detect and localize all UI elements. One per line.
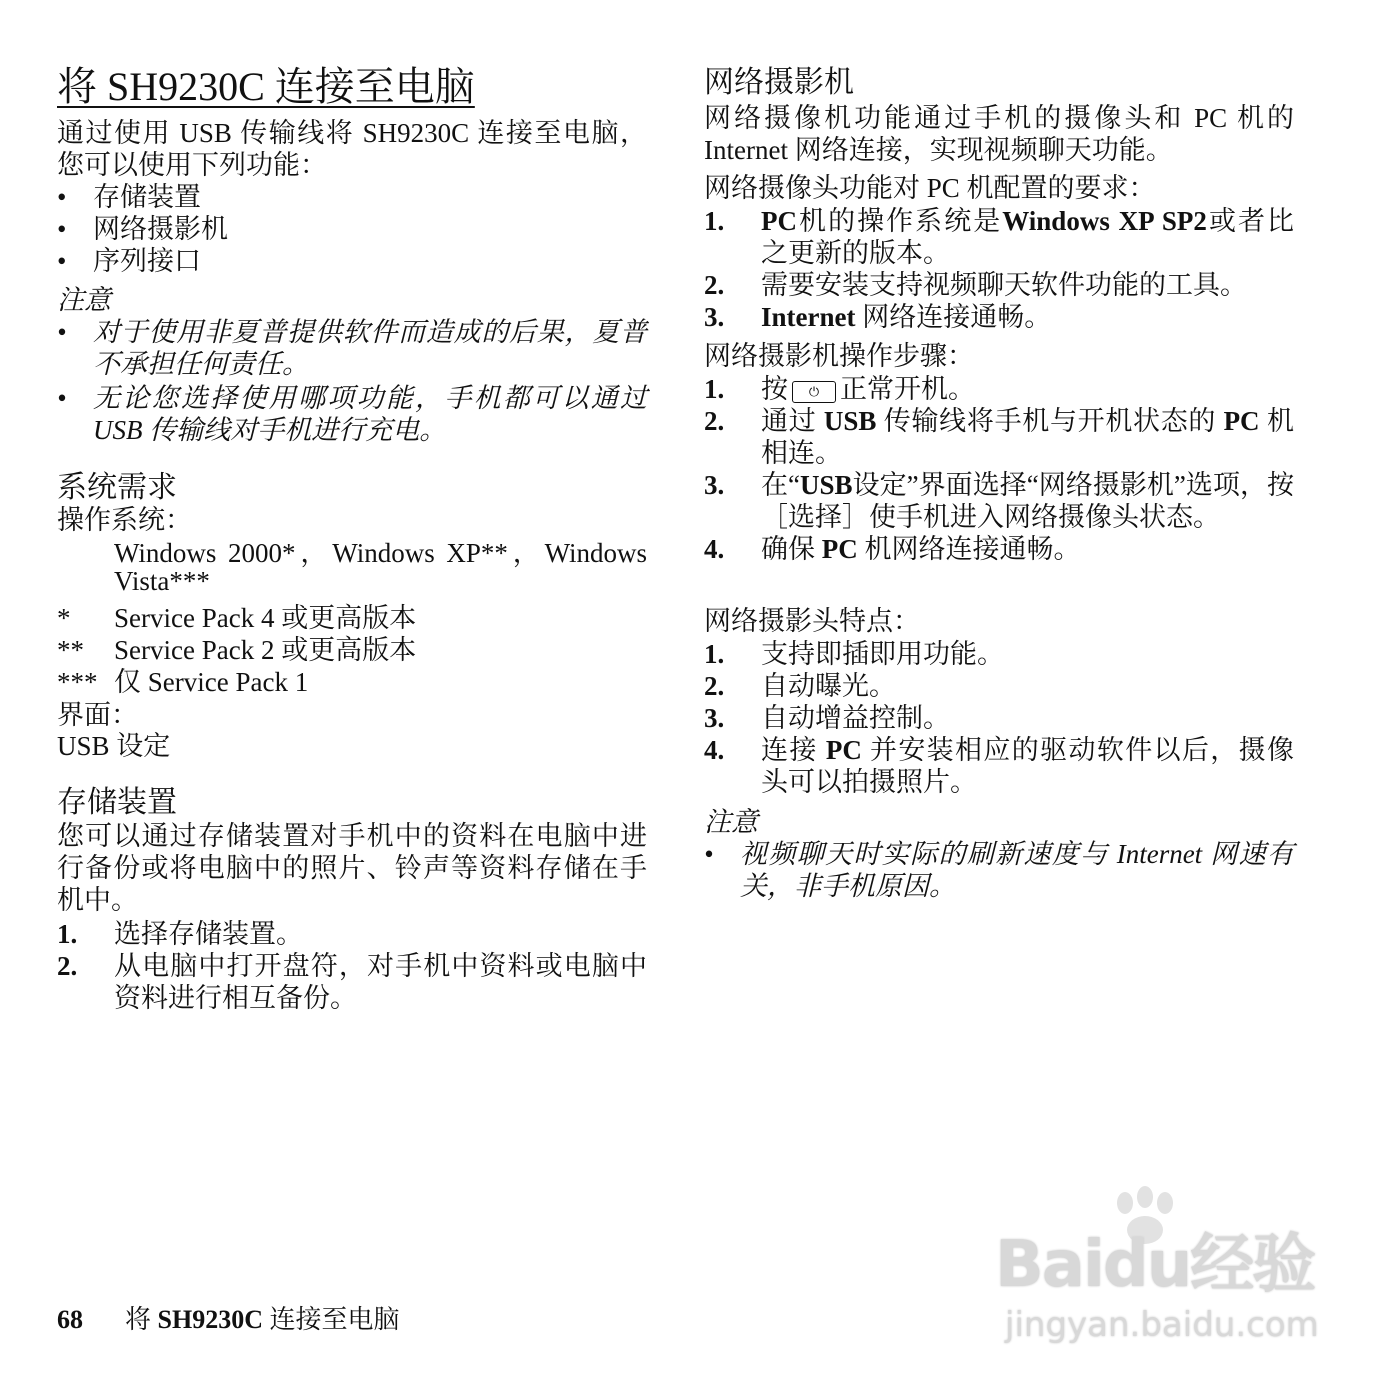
webcam-paragraph: 网络摄像机功能通过手机的摄像头和 PC 机的 Internet 网络连接，实现视频聊天功能。 [704, 103, 1294, 165]
footnote: * Service Pack 4 或更高版本 [57, 603, 417, 633]
features-list [704, 638, 1294, 798]
note-label: 注意 [57, 285, 111, 315]
note-list [57, 316, 647, 446]
step-item: 1. 支持即插即用功能。 [704, 639, 1004, 669]
bold-text: PC [825, 735, 862, 765]
req-list [704, 205, 1294, 333]
step-item: 2. 需要安装支持视频聊天软件功能的工具。 [704, 270, 1247, 300]
storage-steps [57, 918, 647, 1014]
text: 机相连。 [761, 406, 1295, 468]
note-label: 注意 [704, 807, 758, 837]
text: 机的操作系统是 [797, 206, 1003, 236]
text: 网络连接通畅。 [855, 302, 1052, 332]
bold-text: USB [800, 470, 853, 500]
list-item: • 无论您选择使用哪项功能，手机都可以通过 USB 传输线对手机进行充电。 [57, 383, 647, 445]
feature-list [57, 181, 647, 277]
features-heading: 网络摄影头特点： [704, 606, 920, 636]
text: 或者比之更新的版本。 [761, 206, 1295, 268]
storage-paragraph: 您可以通过存储装置对手机中的资料在电脑中进行备份或将电脑中的照片、铃声等资料存储在手机中。 [57, 821, 647, 915]
text: 自动增益控制。 [761, 703, 950, 733]
footnotes [57, 602, 647, 698]
step-item: 3. 在“USB设定”界面选择“网络摄影机”选项，按［选择］使手机进入网络摄像头状态。 [704, 470, 1295, 532]
note-item: • 视频聊天时实际的刷新速度与 Internet 网速有关，非手机原因。 [704, 839, 1294, 901]
page-title: 将 SH9230C 连接至电脑 [57, 64, 475, 109]
text: 连接 [761, 735, 826, 765]
text: 自动曝光。 [761, 671, 896, 701]
step-item: 1. 选择存储装置。 [57, 919, 303, 949]
text: 通过 [761, 406, 824, 436]
bold-text: PC [761, 206, 797, 236]
text: 并安装相应的驱动软件以后，摄像头可以拍摄照片。 [761, 735, 1295, 797]
step-item: 1. PC机的操作系统是Windows XP SP2或者比之更新的版本。 [704, 206, 1295, 268]
step-item: 4. 连接 PC 并安装相应的驱动软件以后，摄像头可以拍摄照片。 [704, 735, 1295, 797]
text: 在“ [761, 470, 801, 500]
os-value: Windows 2000*，Windows XP**，Windows Vista*** [114, 538, 647, 596]
footnote: ** Service Pack 2 或更高版本 [57, 635, 417, 665]
bold-text: PC [821, 534, 858, 564]
sysreq-heading: 系统需求 [57, 471, 177, 504]
ui-label: 界面： [57, 700, 138, 730]
text: 需要安装支持视频聊天软件功能的工具。 [761, 270, 1247, 300]
list-item: • 存储装置 [57, 182, 201, 212]
footnote: *** 仅 Service Pack 1 [57, 667, 309, 697]
list-item: • 对于使用非夏普提供软件而造成的后果，夏普不承担任何责任。 [57, 317, 647, 379]
page-number: 68 [57, 1305, 83, 1334]
page-footer: 68 将 SH9230C 连接至电脑 [57, 1305, 400, 1334]
bold-text: USB [823, 406, 877, 436]
list-item: • 网络摄影机 [57, 214, 228, 244]
power-key-icon: ⏻ [792, 381, 836, 403]
step-item: 3. Internet 网络连接通畅。 [704, 302, 1052, 332]
bold-text: Windows XP SP2 [1002, 206, 1207, 236]
intro-paragraph: 通过使用 USB 传输线将 SH9230C 连接至电脑，您可以使用下列功能： [57, 118, 647, 180]
text: 机网络连接通畅。 [857, 534, 1081, 564]
step-item: 2. 从电脑中打开盘符，对手机中资料或电脑中资料进行相互备份。 [57, 951, 647, 1013]
text: 支持即插即用功能。 [761, 639, 1004, 669]
step-item: 1. 按 ⏻ 正常开机。 [704, 374, 975, 404]
text: 传输线将手机与开机状态的 [876, 406, 1224, 436]
step-item: 4. 确保 PC 机网络连接通畅。 [704, 534, 1081, 564]
list-item: • 序列接口 [57, 246, 201, 276]
text: 确保 [761, 534, 822, 564]
steps-list [704, 373, 1294, 565]
steps-heading: 网络摄影机操作步骤： [704, 341, 974, 371]
step-item: 3. 自动增益控制。 [704, 703, 950, 733]
text: 设定”界面选择“网络摄影机”选项，按［选择］使手机进入网络摄像头状态。 [761, 470, 1295, 532]
bold-text: Internet [761, 302, 856, 332]
bold-text: PC [1223, 406, 1260, 436]
storage-heading: 存储装置 [57, 786, 177, 819]
webcam-heading: 网络摄影机 [704, 66, 854, 99]
step-item: 2. 自动曝光。 [704, 671, 896, 701]
os-label: 操作系统： [57, 505, 192, 535]
ui-value: USB 设定 [57, 731, 171, 761]
step-item: 2. 通过 USB 传输线将手机与开机状态的 PC 机相连。 [704, 406, 1295, 468]
req-heading: 网络摄像头功能对 PC 机配置的要求： [704, 173, 1156, 203]
